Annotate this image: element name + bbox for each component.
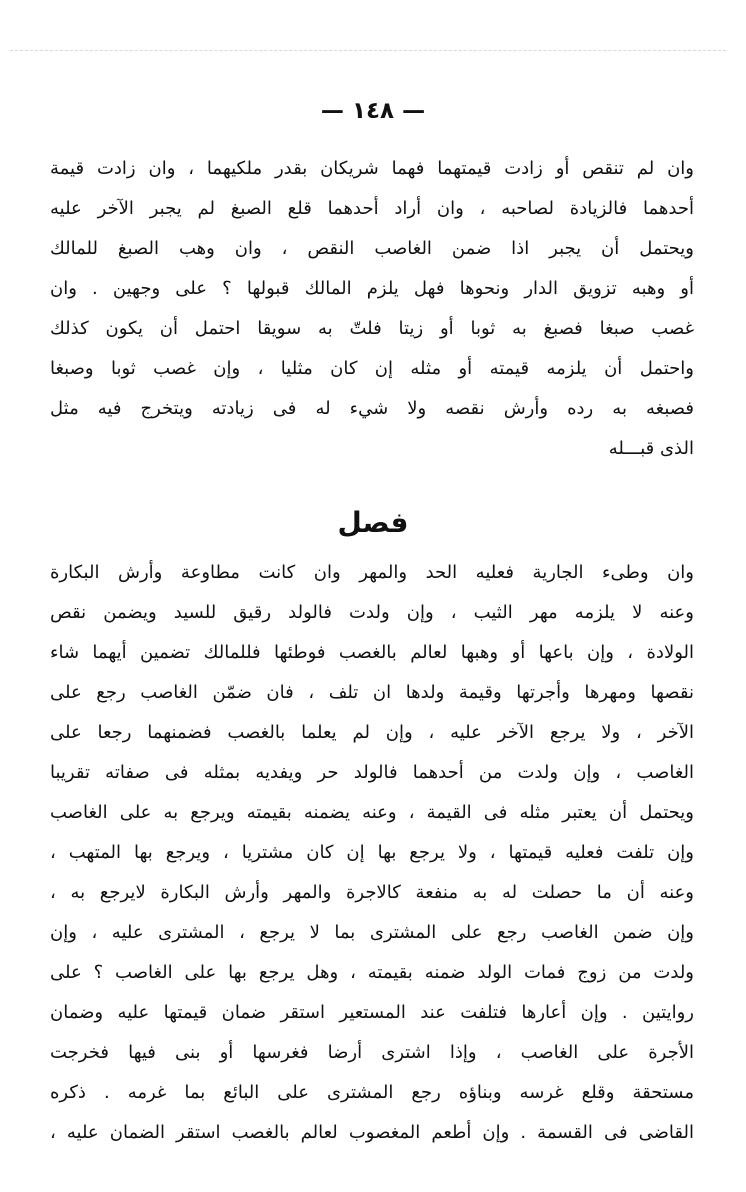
page-number: — ١٤٨ — — [320, 98, 426, 124]
text-line: وإن ضمن الغاصب رجع على المشترى بما لا يرجع ، المشترى عليه ، وإن — [50, 922, 694, 943]
text-line: واحتمل أن يلزمه قيمته أو مثله إن كان مثليا ، وإن غصب ثوبا وصبغا — [50, 358, 694, 379]
text-line: وان لم تنقص أو زادت قيمتهما فهما شريكان بقدر ملكيهما ، وان زادت قيمة — [50, 158, 694, 179]
text-line: أحدهما فالزيادة لصاحبه ، وان أراد أحدهما قلع الصبغ لم يجبر الآخر عليه — [50, 198, 694, 219]
paragraph-2 — [50, 553, 694, 1153]
text-line: وعنه لا يلزمه مهر الثيب ، وإن ولدت فالولد رقيق للسيد ويضمن نقص — [50, 602, 694, 623]
text-line: روايتين . وإن أعارها فتلفت عند المستعير استقر ضمان قيمتها عليه وضمان — [50, 1002, 694, 1023]
text-line: الأجرة على الغاصب ، وإذا اشترى أرضا فغرسها أو بنى فيها فخرجت — [50, 1042, 694, 1063]
top-scan-rule — [10, 50, 726, 51]
text-line: وإن تلفت فعليه قيمتها ، ولا يرجع بها إن كان مشتريا ، ويرجع بها المتهب ، — [50, 842, 694, 863]
text-line: فصبغه به رده وأرش نقصه ولا شيء له فى زيادته ويتخرج فيه مثل — [50, 398, 694, 419]
text-line: وعنه أن ما حصلت له به منفعة كالاجرة والمهر وأرش البكارة لايرجع به ، — [50, 882, 694, 903]
text-line: مستحقة وقلع غرسه وبناؤه رجع المشترى على البائع بما غرمه . ذكره — [50, 1082, 694, 1103]
text-line: الآخر ، ولا يرجع الآخر عليه ، وإن لم يعلما بالغصب فضمنهما رجعا على — [50, 722, 694, 743]
text-line: القاضى فى القسمة . وإن أطعم المغصوب لعالم بالغصب استقر الضمان عليه ، — [50, 1122, 694, 1143]
text-line: نقصها ومهرها وأجرتها وقيمة ولدها ان تلف ، فان ضمّن الغاصب رجع على — [50, 682, 694, 703]
text-line: الغاصب ، وإن ولدت من أحدهما فالولد حر ويفديه بمثله فى صفاته تقريبا — [50, 762, 694, 783]
text-line: غصب صبغا فصبغ به ثوبا أو زيتا فلتّ به سويقا احتمل أن يكون كذلك — [50, 318, 694, 339]
section-title: فصل — [337, 506, 409, 539]
text-line: ويحتمل أن يعتبر مثله فى القيمة ، وعنه يضمنه بقيمته ويرجع به على الغاصب — [50, 802, 694, 823]
paragraph-1 — [50, 149, 694, 469]
text-line: الذى قبـــله — [608, 438, 694, 459]
text-line: ولدت من زوج فمات الولد ضمنه بقيمته ، وهل يرجع بها على الغاصب ؟ على — [50, 962, 694, 983]
text-line: وان وطىء الجارية فعليه الحد والمهر وان كانت مطاوعة وأرش البكارة — [50, 562, 694, 583]
text-line: ويحتمل أن يجبر اذا ضمن الغاصب النقص ، وان وهب الصبغ للمالك — [50, 238, 694, 259]
text-line: أو وهبه تزويق الدار ونحوها فهل يلزم المالك قبولها ؟ على وجهين . وان — [50, 278, 694, 299]
text-line: الولادة ، وإن باعها أو وهبها لعالم بالغصب فوطئها فللمالك تضمين أيهما شاء — [50, 642, 694, 663]
